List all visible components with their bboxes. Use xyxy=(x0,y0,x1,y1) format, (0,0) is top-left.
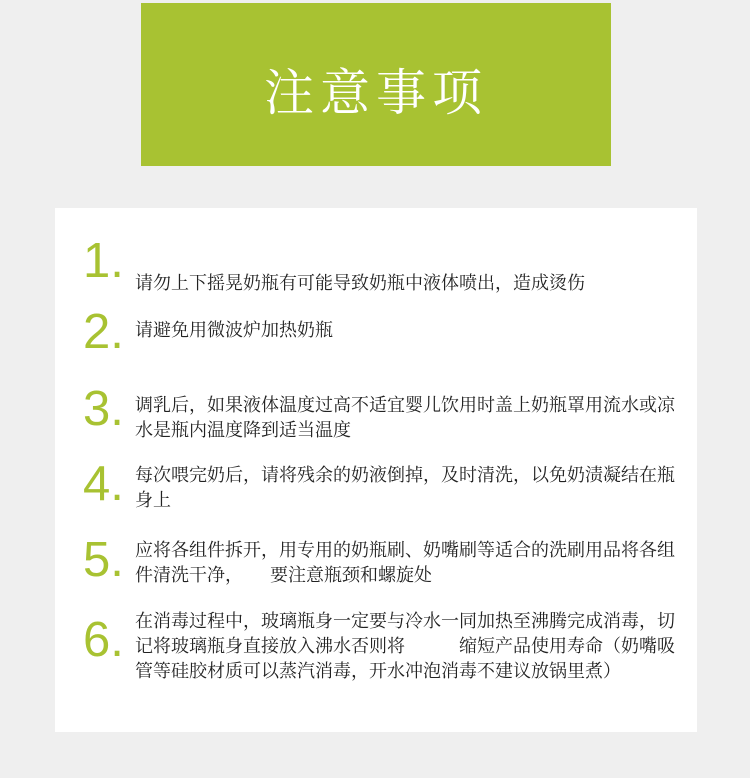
notes-card xyxy=(55,208,697,732)
note-number: 5. xyxy=(83,533,124,587)
note-number: 3. xyxy=(83,382,124,436)
note-text: 每次喂完奶后，请将残余的奶液倒掉，及时清洗，以免奶渍凝结在瓶身上 xyxy=(135,465,675,511)
note-text: 请勿上下摇晃奶瓶有可能导致奶瓶中液体喷出，造成烫伤 xyxy=(135,273,585,294)
note-number: 6. xyxy=(83,613,124,667)
note-number: 2. xyxy=(83,305,124,359)
note-text: 请避免用微波炉加热奶瓶 xyxy=(135,320,333,341)
note-text: 调乳后，如果液体温度过高不适宜婴儿饮用时盖上奶瓶罩用流水或凉水是瓶内温度降到适当温度 xyxy=(135,395,675,441)
page-title: 注意事项 xyxy=(264,63,488,122)
note-text: 在消毒过程中，玻璃瓶身一定要与冷水一同加热至沸腾完成消毒，切记将玻璃瓶身直接放入沸水否则将 缩短产品使用寿命（奶嘴吸管等硅胶材质可以蒸汽消毒，开水冲泡消毒不建议放锅里煮） xyxy=(135,611,675,682)
note-text: 应将各组件拆开，用专用的奶瓶刷、奶嘴刷等适合的洗刷用品将各组件清洗干净， 要注意瓶颈和螺旋处 xyxy=(135,540,675,586)
note-number: 1. xyxy=(83,234,124,288)
title-banner xyxy=(141,3,611,166)
note-number: 4. xyxy=(83,457,124,511)
